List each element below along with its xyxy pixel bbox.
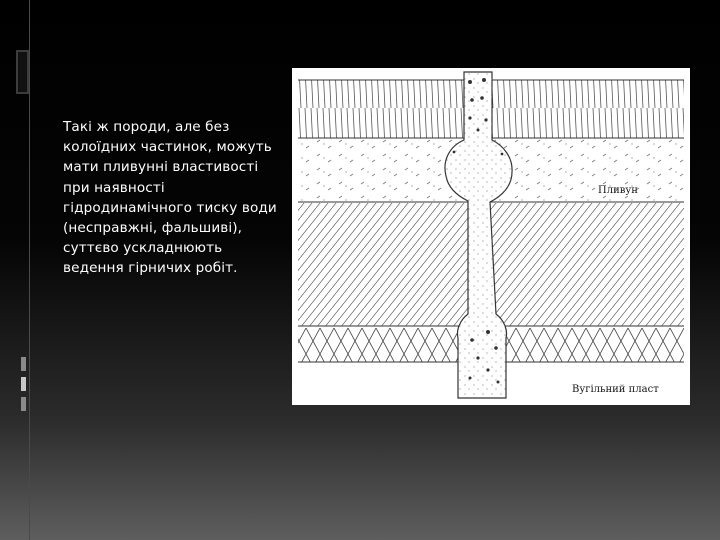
label-quicksand: Пливун: [598, 185, 638, 196]
slide-body-text: Такі ж породи, але без колоїдних частинок, можуть мати пливунні властивості при наявності гідродинамічного тиску води (несправжні, фальшиві), суттєво ускладнюють ведення гірничих робіт.: [63, 119, 277, 277]
decor-bar-2: [21, 377, 26, 391]
label-coal-seam: Вугільний пласт: [572, 384, 659, 395]
decor-bar-3: [21, 397, 26, 411]
shaft-quicksand-diagram: [292, 68, 690, 405]
decor-bar-1: [21, 357, 26, 371]
left-divider-line: [29, 0, 30, 540]
decor-bar-top: [16, 50, 29, 94]
